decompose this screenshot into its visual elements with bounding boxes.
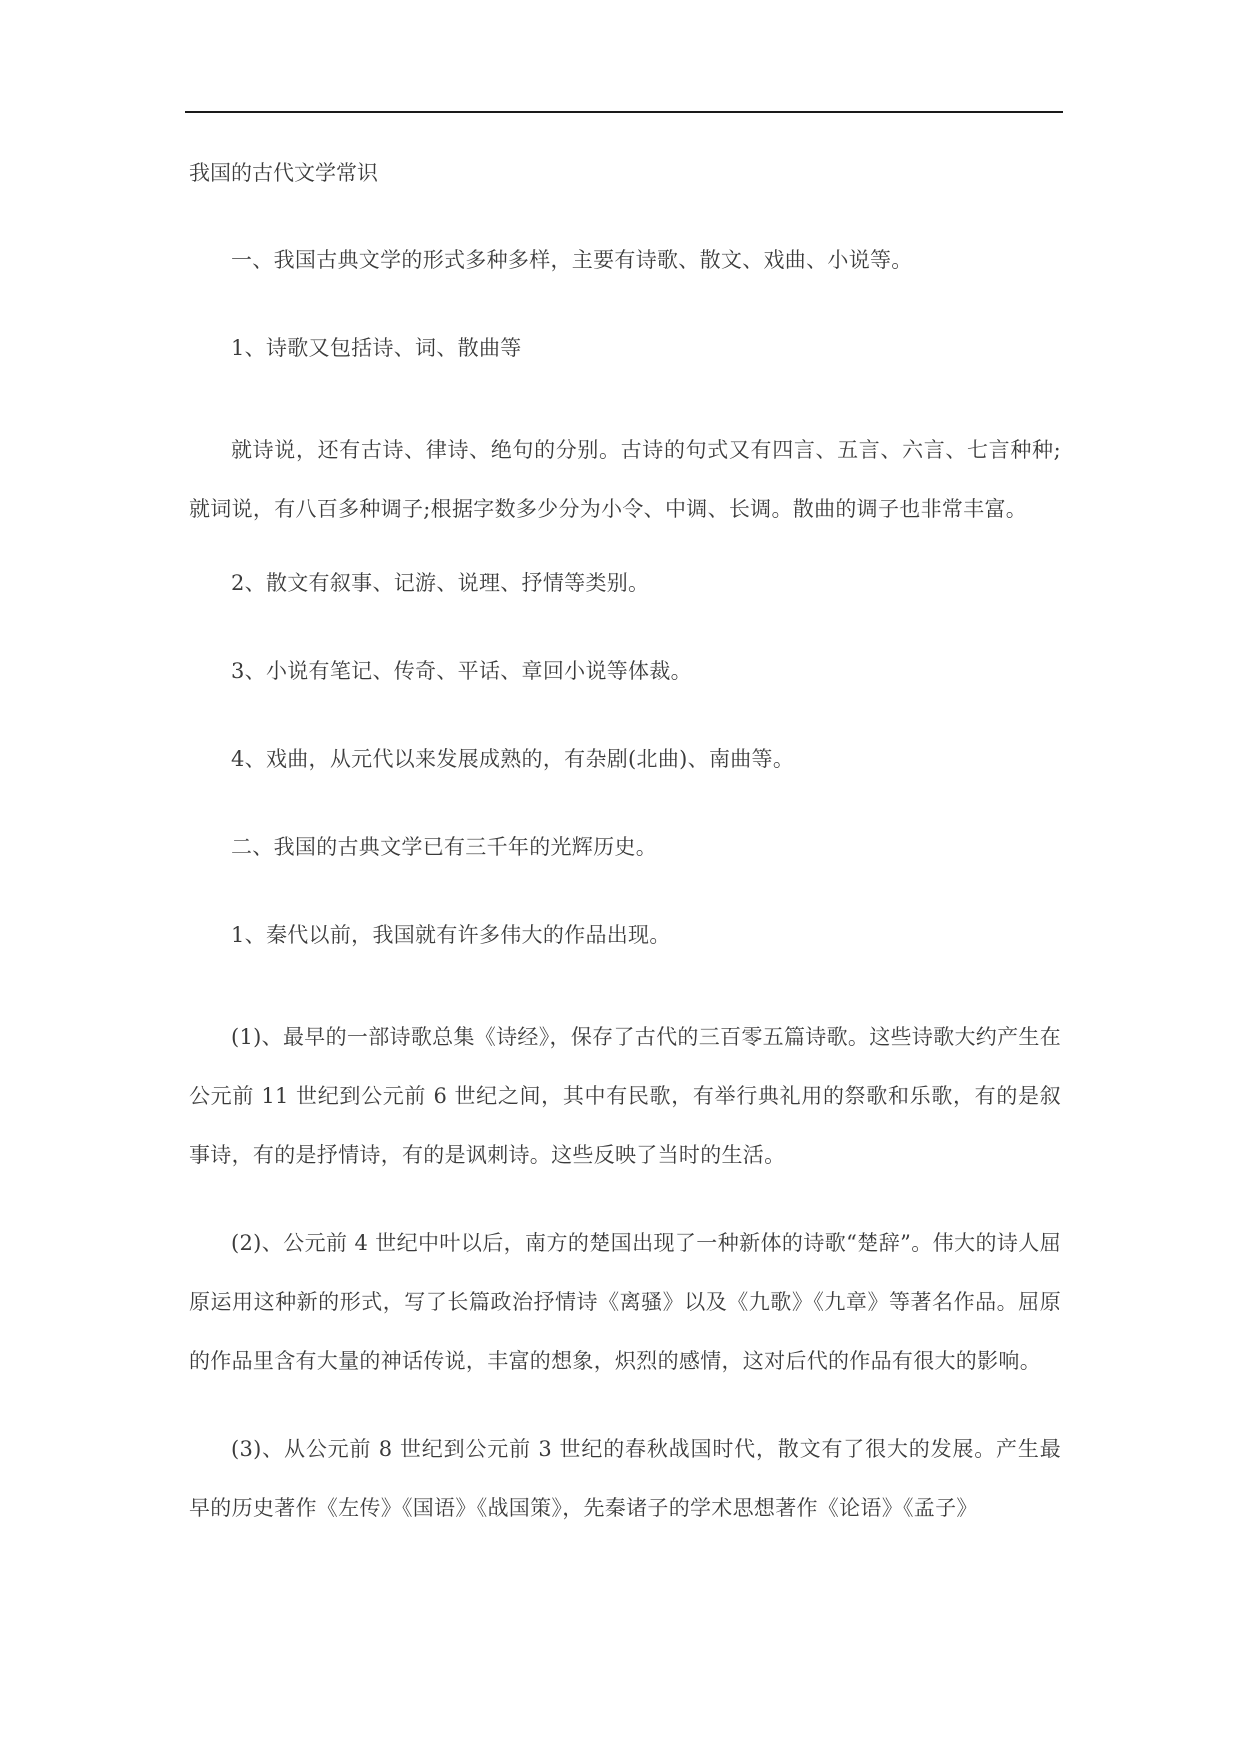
paragraph-drama: 4、戏曲，从元代以来发展成熟的，有杂剧(北曲)、南曲等。 — [231, 747, 795, 771]
document-title: 我国的古代文学常识 — [189, 161, 378, 185]
paragraph-poetry-detail: 就诗说，还有古诗、律诗、绝句的分别。古诗的句式又有四言、五言、六言、七言种种;就词说，有八百多种调子;根据字数多少分为小令、中调、长调。散曲的调子也非常丰富。 — [189, 438, 1061, 521]
paragraph-pre-qin: 1、秦代以前，我国就有许多伟大的作品出现。 — [231, 923, 671, 947]
document-body — [189, 158, 1061, 1567]
paragraph-prose-development: (3)、从公元前 8 世纪到公元前 3 世纪的春秋战国时代，散文有了很大的发展。产生最早的历史著作《左传》《国语》《战国策》，先秦诸子的学术思想著作《论语》《孟子》 — [189, 1437, 1061, 1520]
paragraph-prose: 2、散文有叙事、记游、说理、抒情等类别。 — [231, 571, 650, 595]
header-rule — [185, 111, 1063, 113]
paragraph-chuci: (2)、公元前 4 世纪中叶以后，南方的楚国出现了一种新体的诗歌“楚辞”。伟大的诗人屈原运用这种新的形式，写了长篇政治抒情诗《离骚》以及《九歌》《九章》等著名作品。屈原的作品里含有大量的神话传说，丰富的想象，炽烈的感情，这对后代的作品有很大的影响。 — [189, 1231, 1061, 1373]
paragraph-poetry: 1、诗歌又包括诗、词、散曲等 — [231, 336, 522, 360]
paragraph-shijing: (1)、最早的一部诗歌总集《诗经》，保存了古代的三百零五篇诗歌。这些诗歌大约产生在公元前 11 世纪到公元前 6 世纪之间，其中有民歌，有举行典礼用的祭歌和乐歌，有的是叙事诗，有的是抒情诗，有的是讽刺诗。这些反映了当时的生活。 — [189, 1025, 1061, 1167]
paragraph-section-1: 一、我国古典文学的形式多种多样，主要有诗歌、散文、戏曲、小说等。 — [231, 248, 913, 272]
paragraph-novel: 3、小说有笔记、传奇、平话、章回小说等体裁。 — [231, 659, 692, 683]
paragraph-section-2: 二、我国的古典文学已有三千年的光辉历史。 — [231, 835, 657, 859]
